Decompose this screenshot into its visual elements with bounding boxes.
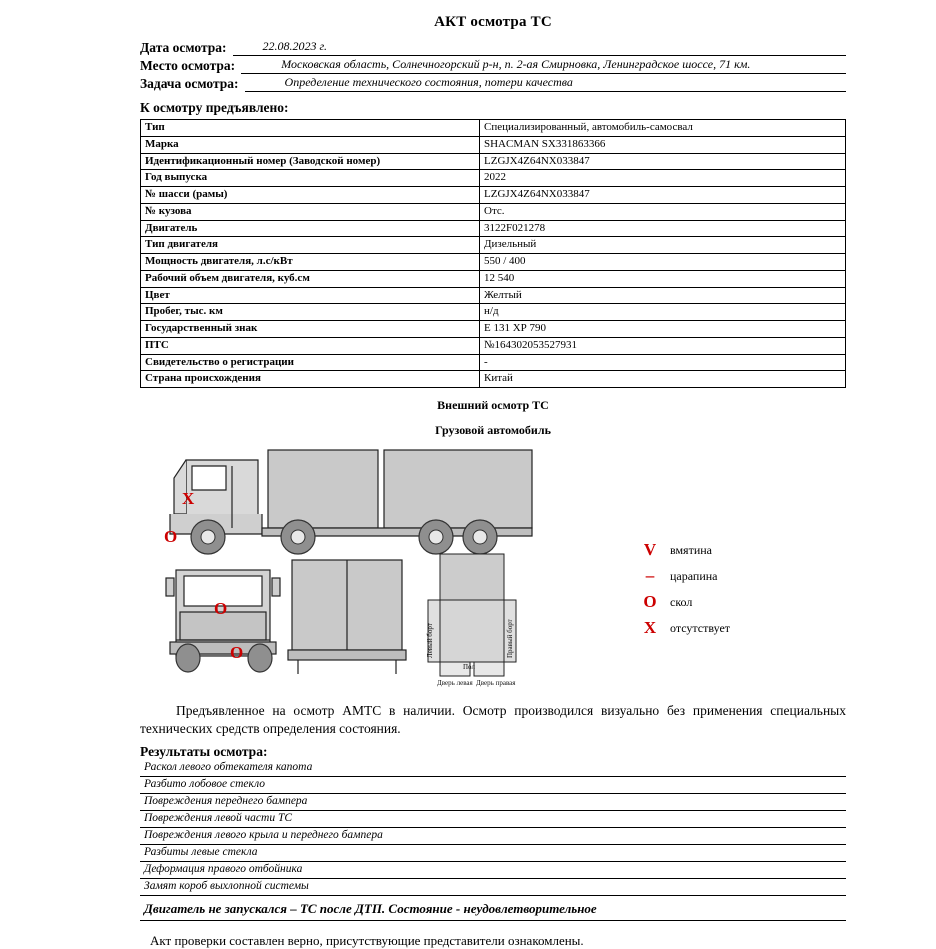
legend-label-missing: отсутствует bbox=[670, 620, 731, 635]
legend-item bbox=[630, 563, 730, 589]
field-label-date: Дата осмотра: bbox=[140, 40, 227, 55]
spec-key: Государственный знак bbox=[141, 321, 480, 338]
spec-value: Желтый bbox=[480, 287, 846, 304]
spec-key: Страна происхождения bbox=[141, 371, 480, 388]
legend-item bbox=[630, 537, 730, 563]
table-row bbox=[141, 120, 846, 137]
spec-value: №164302053527931 bbox=[480, 337, 846, 354]
legend-symbol-dent: V bbox=[643, 540, 657, 559]
spec-key: Марка bbox=[141, 136, 480, 153]
table-row bbox=[141, 254, 846, 271]
list-item: Повреждения переднего бампера bbox=[140, 794, 846, 811]
table-row bbox=[141, 321, 846, 338]
damage-mark-o-1: O bbox=[164, 527, 178, 546]
spec-value: SHACMAN SX331863366 bbox=[480, 136, 846, 153]
page-title: АКТ осмотра ТС bbox=[434, 14, 552, 30]
spec-value: Е 131 ХР 790 bbox=[480, 321, 846, 338]
spec-value: 12 540 bbox=[480, 270, 846, 287]
list-item: Раскол левого обтекателя капота bbox=[140, 760, 846, 777]
legend-label-dent: вмятина bbox=[670, 542, 712, 557]
list-item: Повреждения левого крыла и переднего бампера bbox=[140, 828, 846, 845]
spec-value: LZGJX4Z64NX033847 bbox=[480, 187, 846, 204]
field-label-task: Задача осмотра: bbox=[140, 76, 239, 91]
table-row bbox=[141, 337, 846, 354]
field-value-task: Определение технического состояния, потери качества bbox=[245, 75, 846, 92]
spec-key: Идентификационный номер (Заводской номер) bbox=[141, 153, 480, 170]
table-row bbox=[141, 203, 846, 220]
section-head-presented: К осмотру предъявлено: bbox=[140, 100, 289, 115]
truck-schematic-svg bbox=[140, 442, 846, 690]
label-floor: Пол bbox=[463, 663, 475, 671]
table-row bbox=[141, 136, 846, 153]
field-row-task bbox=[140, 75, 846, 92]
spec-value: - bbox=[480, 354, 846, 371]
field-label-place: Место осмотра: bbox=[140, 58, 236, 73]
table-row bbox=[141, 354, 846, 371]
damage-mark-o-2: O bbox=[214, 599, 228, 618]
label-right-board: Правый борт bbox=[506, 619, 514, 658]
field-row-date bbox=[140, 39, 846, 56]
label-door-right: Дверь правая bbox=[476, 679, 516, 687]
list-item: Повреждения левой части ТС bbox=[140, 811, 846, 828]
damage-mark-o-3: O bbox=[230, 643, 244, 662]
list-item: Замят короб выхлопной системы bbox=[140, 879, 846, 896]
results-head: Результаты осмотра: bbox=[140, 744, 268, 760]
table-row bbox=[141, 237, 846, 254]
spec-value: н/д bbox=[480, 304, 846, 321]
spec-value: 3122F021278 bbox=[480, 220, 846, 237]
spec-key: № шасси (рамы) bbox=[141, 187, 480, 204]
legend-item bbox=[630, 615, 730, 641]
spec-key: № кузова bbox=[141, 203, 480, 220]
inspection-paragraph: Предъявленное на осмотр АМТС в наличии. Осмотр производился визуально без применения специальных технических средств определения состояния. bbox=[140, 703, 846, 737]
list-item: Деформация правого отбойника bbox=[140, 862, 846, 879]
diagram-title-line2: Грузовой автомобиль bbox=[435, 423, 551, 437]
label-left-board: Левый борт bbox=[426, 623, 434, 658]
table-row bbox=[141, 153, 846, 170]
table-row bbox=[141, 270, 846, 287]
spec-value: Китай bbox=[480, 371, 846, 388]
conclusion-text: Двигатель не запускался – ТС после ДТП. Состояние - неудовлетворительное bbox=[140, 898, 846, 921]
field-value-date: 22.08.2023 г. bbox=[233, 39, 847, 56]
spec-key: ПТС bbox=[141, 337, 480, 354]
spec-key: Мощность двигателя, л.с/кВт bbox=[141, 254, 480, 271]
spec-value: Отс. bbox=[480, 203, 846, 220]
vehicle-diagram bbox=[140, 442, 846, 692]
spec-value: Специализированный, автомобиль-самосвал bbox=[480, 120, 846, 137]
specification-table bbox=[140, 119, 846, 388]
legend-item bbox=[630, 589, 730, 615]
spec-value: Дизельный bbox=[480, 237, 846, 254]
list-item: Разбиты левые стекла bbox=[140, 845, 846, 862]
legend-symbol-chip: O bbox=[643, 592, 657, 611]
spec-value: 550 / 400 bbox=[480, 254, 846, 271]
table-row bbox=[141, 371, 846, 388]
spec-key: Двигатель bbox=[141, 220, 480, 237]
spec-key: Тип двигателя bbox=[141, 237, 480, 254]
table-row bbox=[141, 170, 846, 187]
legend-label-scratch: царапина bbox=[670, 568, 718, 583]
legend-symbol-missing: X bbox=[643, 618, 657, 637]
table-row bbox=[141, 287, 846, 304]
damage-legend bbox=[630, 537, 730, 641]
table-row bbox=[141, 187, 846, 204]
field-row-place bbox=[140, 57, 846, 74]
legend-symbol-scratch: – bbox=[645, 566, 655, 585]
spec-key: Год выпуска bbox=[141, 170, 480, 187]
damage-mark-x: X bbox=[182, 489, 195, 508]
footer-note: Акт проверки составлен верно, присутствующие представители ознакомлены. bbox=[150, 932, 584, 948]
field-value-place: Московская область, Солнечногорский р-н, п. 2-ая Смирновка, Ленинградское шоссе, 71 км. bbox=[241, 57, 846, 74]
spec-key: Пробег, тыс. км bbox=[141, 304, 480, 321]
spec-key: Рабочий объем двигателя, куб.см bbox=[141, 270, 480, 287]
spec-key: Свидетельство о регистрации bbox=[141, 354, 480, 371]
list-item: Разбито лобовое стекло bbox=[140, 777, 846, 794]
spec-value: 2022 bbox=[480, 170, 846, 187]
legend-label-chip: скол bbox=[670, 594, 693, 609]
spec-value: LZGJX4Z64NX033847 bbox=[480, 153, 846, 170]
table-row bbox=[141, 220, 846, 237]
diagram-title-line1: Внешний осмотр ТС bbox=[437, 398, 549, 412]
spec-key: Цвет bbox=[141, 287, 480, 304]
label-door-left: Дверь левая bbox=[437, 679, 473, 687]
table-row bbox=[141, 304, 846, 321]
spec-key: Тип bbox=[141, 120, 480, 137]
